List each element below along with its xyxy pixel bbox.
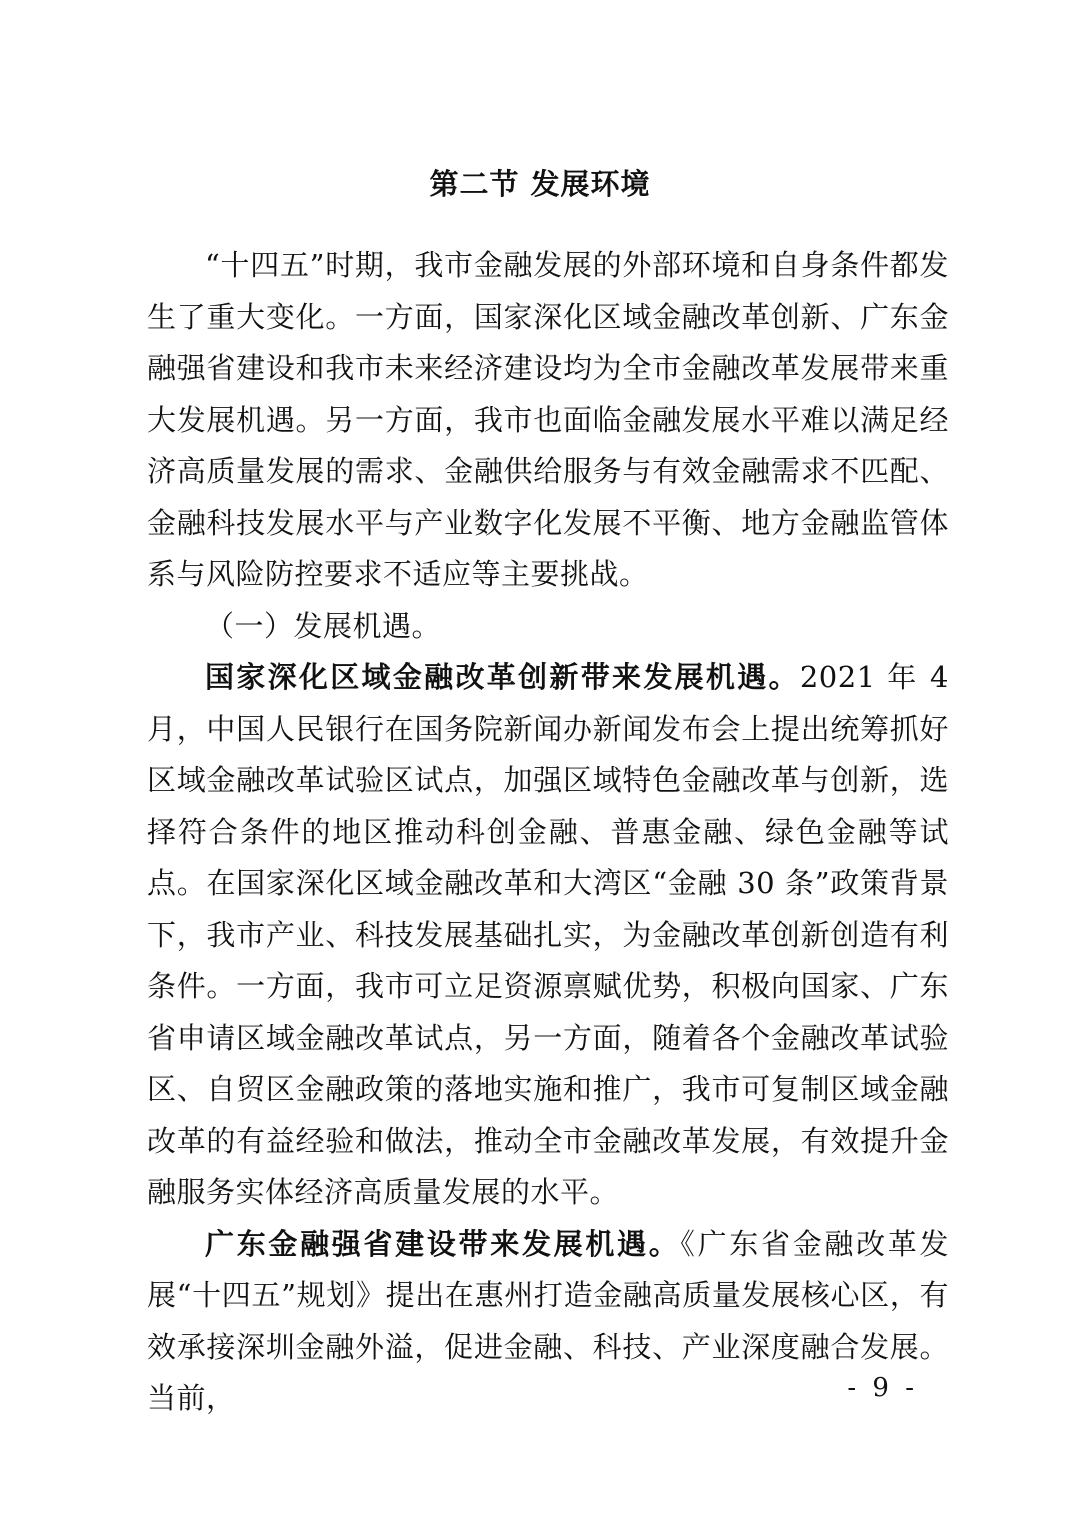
body-text (147, 240, 949, 1425)
section-title: 第二节 发展环境 (429, 167, 651, 201)
paragraph-text: “十四五”时期，我市金融发展的外部环境和自身条件都发生了重大变化。一方面，国家深化区域金融改革创新、广东金融强省建设和我市未来经济建设均为全市金融改革发展带来重大发展机遇。另一方面，我市也面临金融发展水平难以满足经济高质量发展的需求、金融供给服务与有效金融需求不匹配、金融科技发展水平与产业数字化发展不平衡、地方金融监管体系与风险防控要求不适应等主要挑战。 (147, 248, 949, 591)
paragraph-text: 《广东省金融改革发展“十四五”规划》提出在惠州打造金融高质量发展核心区，有效承接深圳金融外溢，促进金融、科技、产业深度融合发展。当前， (147, 1226, 949, 1415)
paragraph-national-reform (147, 652, 949, 1219)
paragraph-subheading (147, 601, 949, 653)
page-number: - 9 - (847, 1373, 918, 1403)
paragraph-text: 2021 年 4 月，中国人民银行在国务院新闻办新闻发布会上提出统筹抓好区域金融改革试验区试点，加强区域特色金融改革与创新，选择符合条件的地区推动科创金融、普惠金融、绿色金融等试点。在国家深化区域金融改革和大湾区“金融 30 条”政策背景下，我市产业、科技发展基础扎实，为金融改革创新创造有利条件。一方面，我市可立足资源禀赋优势，积极向国家、广东省申请区域金融改革试点，另一方面，随着各个金融改革试验区、自贸区金融政策的落地实施和推广，我市可复制区域金融改革的有益经验和做法，推动全市金融改革发展，有效提升金融服务实体经济高质量发展的水平。 (147, 660, 949, 1209)
paragraph-text: （一）发展机遇。 (205, 608, 442, 643)
paragraph-lead: 国家深化区域金融改革创新带来发展机遇。 (205, 660, 800, 694)
paragraph-lead: 广东金融强省建设带来发展机遇。 (205, 1226, 681, 1261)
paragraph-overview (147, 240, 949, 601)
